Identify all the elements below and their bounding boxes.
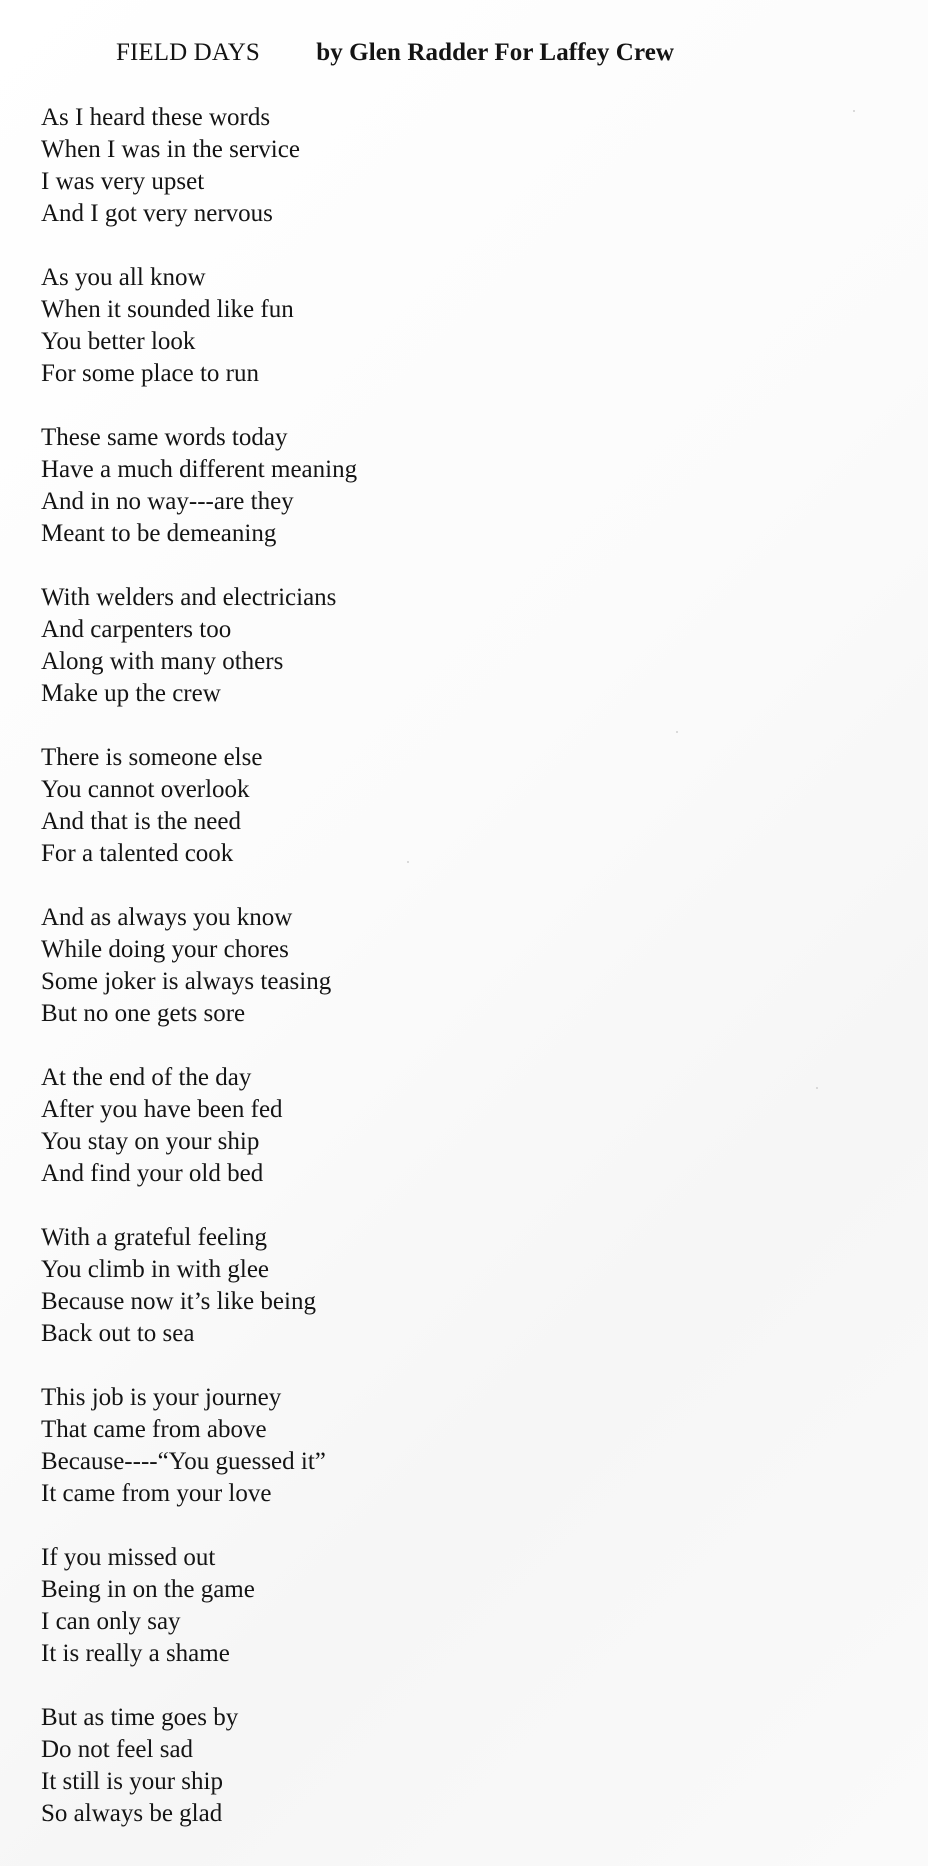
poem-line: With a grateful feeling <box>41 1224 267 1251</box>
stanza <box>41 582 901 710</box>
poem-line: And I got very nervous <box>41 200 273 227</box>
poem-line: Have a much different meaning <box>41 456 358 483</box>
scan-speck <box>816 1087 818 1089</box>
poem-line: Back out to sea <box>41 1320 195 1347</box>
poem-line: This job is your journey <box>41 1384 282 1411</box>
poem-line: Because----“You guessed it” <box>41 1448 326 1475</box>
poem-line: After you have been fed <box>41 1096 283 1123</box>
author-byline: by Glen Radder For Laffey Crew <box>316 39 675 66</box>
poem-line: Being in on the game <box>41 1576 255 1603</box>
poem-line: And find your old bed <box>41 1160 264 1187</box>
poem-line: It came from your love <box>41 1480 272 1507</box>
header <box>116 36 674 70</box>
stanza <box>41 422 901 550</box>
poem-line: Because now it’s like being <box>41 1288 316 1315</box>
stanza <box>41 902 901 1030</box>
stanza <box>41 102 901 230</box>
poem-line: It is really a shame <box>41 1640 230 1667</box>
stanza <box>41 1062 901 1190</box>
poem-line: But no one gets sore <box>41 1000 246 1027</box>
poem-line: For some place to run <box>41 360 260 387</box>
stanza <box>41 1542 901 1670</box>
poem-line: When I was in the service <box>41 136 300 163</box>
poem-line: You stay on your ship <box>41 1128 260 1155</box>
poem-line: And that is the need <box>41 808 241 835</box>
poem-line: When it sounded like fun <box>41 296 294 323</box>
stanza <box>41 1702 901 1830</box>
poem-line: That came from above <box>41 1416 267 1443</box>
scan-speck <box>407 861 409 863</box>
stanza <box>41 1382 901 1510</box>
poem-line: As you all know <box>41 264 206 291</box>
poem-line: And in no way---are they <box>41 488 294 515</box>
stanza <box>41 742 901 870</box>
poem-line: You climb in with glee <box>41 1256 270 1283</box>
poem-line: While doing your chores <box>41 936 289 963</box>
poem-line: With welders and electricians <box>41 584 337 611</box>
poem-line: Meant to be demeaning <box>41 520 277 547</box>
poem-line: And carpenters too <box>41 616 232 643</box>
stanza <box>41 1222 901 1350</box>
poem-line: As I heard these words <box>41 104 271 131</box>
scan-speck <box>676 731 678 733</box>
poem-line: It still is your ship <box>41 1768 223 1795</box>
scan-speck <box>853 110 855 112</box>
poem-line: So always be glad <box>41 1800 223 1827</box>
poem-line: You cannot overlook <box>41 776 250 803</box>
poem-line: I was very upset <box>41 168 205 195</box>
poem-line: There is someone else <box>41 744 263 771</box>
poem-line: Along with many others <box>41 648 284 675</box>
stanza <box>41 262 901 390</box>
poem-title: FIELD DAYS <box>116 39 260 66</box>
poem-line: Make up the crew <box>41 680 221 707</box>
poem-line: But as time goes by <box>41 1704 239 1731</box>
poem-line: At the end of the day <box>41 1064 252 1091</box>
poem-body <box>41 102 901 1862</box>
poem-line: And as always you know <box>41 904 293 931</box>
poem-line: Do not feel sad <box>41 1736 194 1763</box>
poem-line: Some joker is always teasing <box>41 968 332 995</box>
poem-line: You better look <box>41 328 196 355</box>
poem-line: For a talented cook <box>41 840 234 867</box>
poem-line: If you missed out <box>41 1544 216 1571</box>
poem-line: I can only say <box>41 1608 181 1635</box>
poem-line: These same words today <box>41 424 288 451</box>
